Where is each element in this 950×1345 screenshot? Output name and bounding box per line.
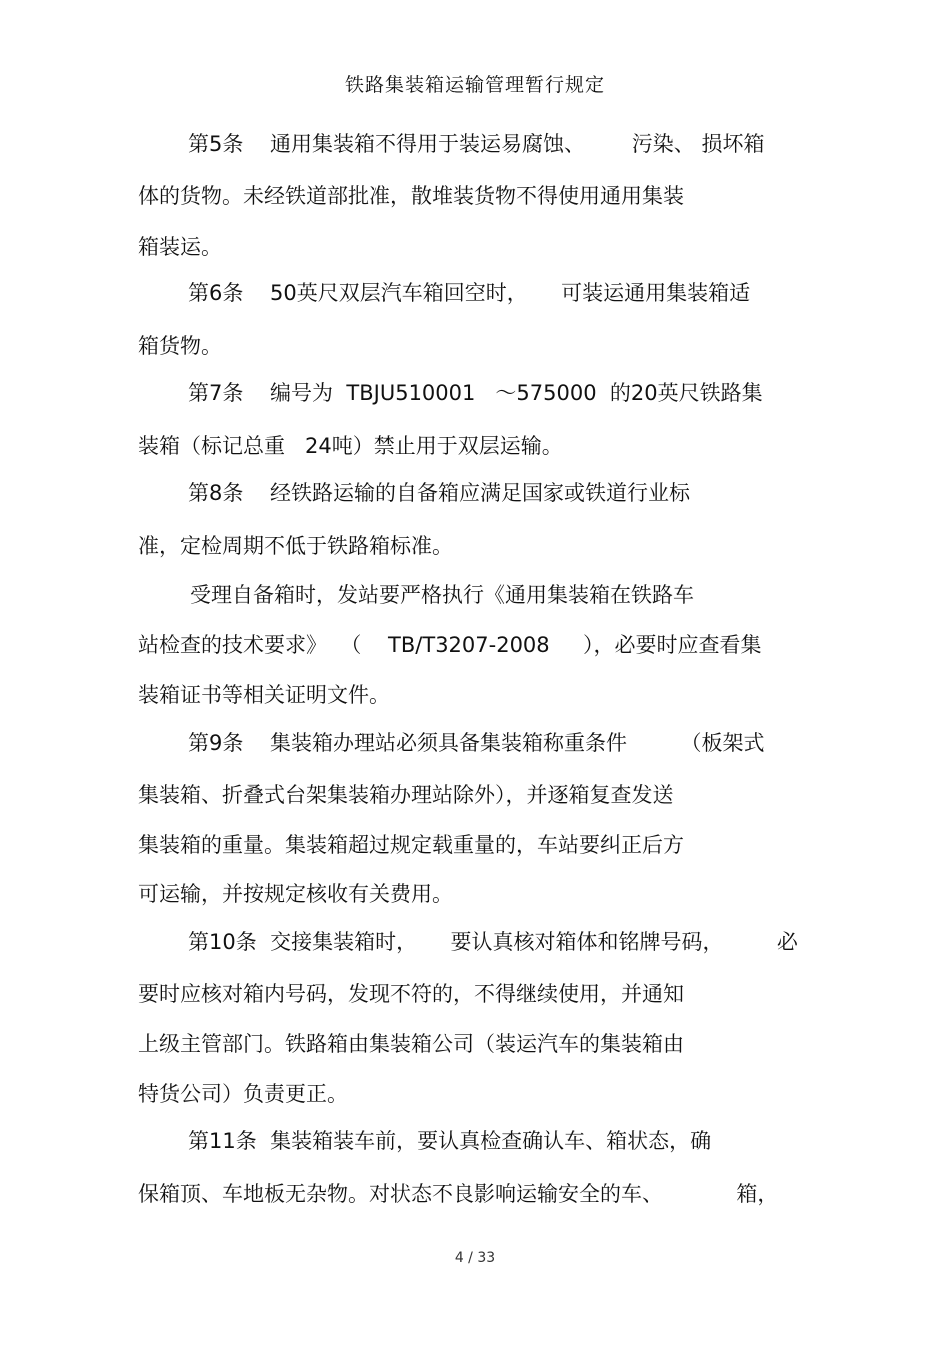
text-line: 第10条 交接集装箱时， 要认真核对箱体和铭牌号码， 必 (188, 930, 798, 954)
text-line: 装箱证书等相关证明文件。 (138, 683, 390, 707)
text-line: 第9条 集装箱办理站必须具备集装箱称重条件 （板架式 (188, 731, 765, 755)
page-number: 4 / 33 (454, 1250, 496, 1266)
text-line: 准，定检周期不低于铁路箱标准。 (138, 534, 453, 558)
text-line: 第5条 通用集装箱不得用于装运易腐蚀、 污染、 损坏箱 (188, 132, 765, 156)
text-line: 箱货物。 (138, 334, 222, 358)
text-line: 站检查的技术要求》 （ TB/T3207-2008 ），必要时应查看集 (138, 633, 762, 657)
text-line: 保箱顶、车地板无杂物。对状态不良影响运输安全的车、 箱， (138, 1182, 779, 1206)
text-line: 第6条 50英尺双层汽车箱回空时， 可装运通用集装箱适 (188, 281, 751, 305)
text-line: 上级主管部门。铁路箱由集装箱公司（装运汽车的集装箱由 (138, 1032, 684, 1056)
text-line: 集装箱、折叠式台架集装箱办理站除外），并逐箱复查发送 (138, 783, 674, 807)
text-line: 要时应核对箱内号码，发现不符的，不得继续使用，并通知 (138, 982, 684, 1006)
text-line: 受理自备箱时，发站要严格执行《通用集装箱在铁路车 (190, 583, 694, 607)
text-line: 特货公司）负责更正。 (138, 1082, 348, 1106)
text-line: 可运输，并按规定核收有关费用。 (138, 882, 453, 906)
text-line: 第7条 编号为 TBJU510001 ～575000 的20英尺铁路集 (188, 381, 763, 405)
text-line: 箱装运。 (138, 235, 222, 259)
text-line: 第8条 经铁路运输的自备箱应满足国家或铁道行业标 (188, 481, 691, 505)
text-line: 体的货物。未经铁道部批准，散堆装货物不得使用通用集装 (138, 184, 684, 208)
text-line: 装箱（标记总重 24吨）禁止用于双层运输。 (138, 434, 563, 458)
document-header: 铁路集装箱运输管理暂行规定 (344, 74, 605, 96)
text-line: 第11条 集装箱装车前，要认真检查确认车、箱状态，确 (188, 1129, 712, 1153)
text-line: 集装箱的重量。集装箱超过规定载重量的，车站要纠正后方 (138, 833, 684, 857)
